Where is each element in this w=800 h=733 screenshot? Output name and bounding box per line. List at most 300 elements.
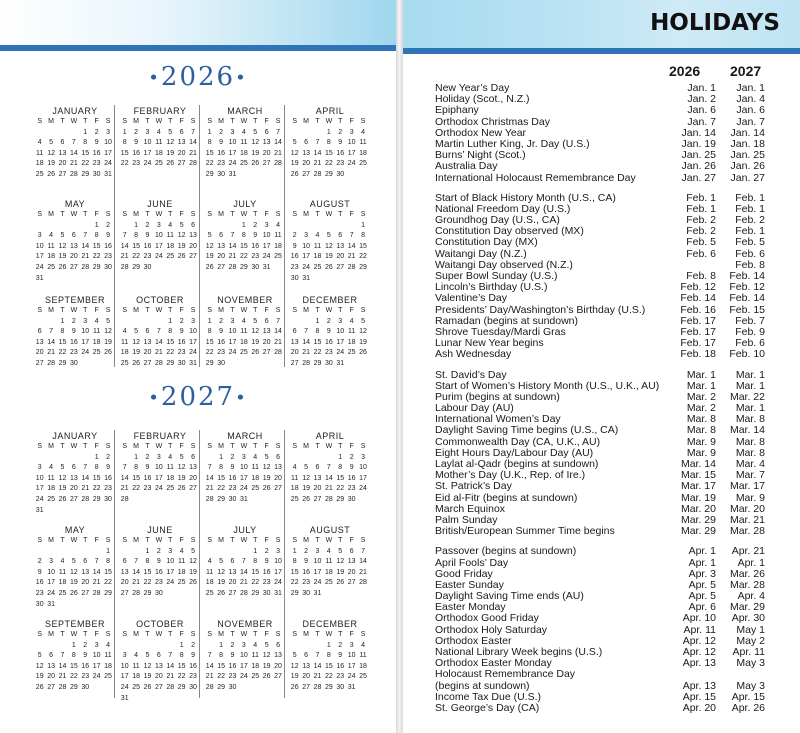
week-row [289,159,371,170]
day-cell: 17 [336,338,345,346]
weekday-letter: M [303,443,309,450]
day-cell: 10 [120,662,129,670]
day-cell: 3 [349,128,354,136]
day-cell: 21 [92,579,101,587]
day-cell: 30 [251,263,260,271]
weekday-letter: T [338,537,343,544]
day-cell: 24 [313,579,322,587]
day-cell: 2 [219,317,224,325]
day-cell: 12 [251,328,260,336]
week-row [34,495,116,506]
day-cell: 26 [35,683,44,691]
day-cell: 15 [217,662,225,670]
day-cell: 6 [156,652,161,660]
day-cell: 5 [253,128,258,136]
day-cell: 20 [313,485,322,493]
day-cell [130,317,141,328]
day-cell: 18 [251,662,260,670]
weekday-letter: T [60,307,65,314]
day-cell: 17 [47,579,55,587]
holiday-name: Mother’s Day (U.K., Rep. of Ire.) [435,470,586,482]
month-july-2026 [204,198,286,274]
day-cell: 12 [262,652,271,660]
date-2027: Feb. 10 [729,348,765,361]
day-cell: 13 [58,149,67,157]
day-cell [80,221,91,232]
weekday-letter: S [190,211,196,218]
holiday-name: Good Friday [435,568,493,580]
date-2026: Jan. 2 [687,93,716,106]
day-cell: 10 [302,242,310,250]
day-cell: 27 [189,253,197,261]
week-row [289,348,371,359]
month-name: DECEMBER [302,619,358,629]
day-cell: 16 [336,662,345,670]
date-2026: Mar. 2 [686,402,716,415]
day-cell: 23 [69,349,78,357]
day-cell [130,495,141,506]
week-row [289,263,371,274]
weekday-letter: M [303,537,309,544]
week-row [34,568,116,579]
day-cell: 13 [262,139,271,147]
day-cell: 29 [81,170,90,178]
weekday-letter: T [83,631,88,638]
day-cell: 20 [302,673,310,681]
day-cell: 22 [120,160,129,168]
weekday-letter: M [218,537,224,544]
holiday-row [435,669,765,680]
month-august-2026 [289,198,371,284]
date-2027: May 3 [736,679,765,692]
day-cell: 25 [359,673,367,681]
week-row [204,359,286,370]
day-cell: 24 [120,683,129,691]
day-cell: 30 [302,589,310,597]
day-cell [238,683,249,694]
day-cell: 14 [132,568,140,576]
day-cell [91,359,102,370]
day-cell: 7 [315,139,320,147]
weekday-letter: T [230,443,235,450]
day-cell [165,641,176,652]
weekday-letter: S [292,537,298,544]
holiday-group [435,83,765,184]
day-cell: 13 [177,139,186,147]
month-name: MARCH [227,106,263,116]
day-cell: 12 [104,328,112,336]
day-cell: 22 [217,485,225,493]
weekday-letter: S [360,631,366,638]
day-cell: 4 [207,558,212,566]
day-cell: 13 [262,328,271,336]
day-cell [68,506,79,517]
weekday-letter: S [292,631,298,638]
week-row [119,338,201,349]
weekday-letter: T [145,307,150,314]
day-cell: 21 [154,349,163,357]
week-row [289,683,371,694]
month-name: AUGUST [309,199,351,209]
day-cell: 27 [47,683,55,691]
day-cell [335,589,346,600]
day-cell: 31 [120,694,129,702]
day-cell: 1 [241,221,246,229]
day-cell: 7 [276,317,280,325]
day-cell: 7 [349,232,354,240]
date-2026: Apr. 11 [683,623,716,636]
day-cell: 12 [205,242,214,250]
weekday-letter: T [253,631,258,638]
weekday-letter: S [207,211,213,218]
weekday-letter: S [275,443,281,450]
day-cell: 16 [143,474,152,482]
date-2026: Feb. 16 [680,303,716,316]
month-name: JULY [233,525,257,535]
weekday-letter: S [190,443,196,450]
weekday-letter: T [315,631,320,638]
day-cell: 10 [166,558,175,566]
day-cell: 27 [217,263,225,271]
header-bar [0,45,396,51]
day-cell [91,547,102,558]
day-cell: 26 [143,683,152,691]
week-row [289,484,371,495]
day-cell: 22 [313,349,322,357]
day-cell [261,495,272,506]
holiday-name: International Holocaust Remembrance Day [435,172,636,184]
day-cell: 25 [177,579,186,587]
day-cell: 6 [304,652,309,660]
day-cell: 18 [166,242,175,250]
day-cell [272,170,283,181]
day-cell: 17 [120,673,129,681]
day-cell: 28 [313,683,322,691]
weekday-letter: F [94,537,99,544]
day-cell: 28 [81,495,90,503]
day-cell: 28 [205,495,214,503]
day-cell: 30 [290,274,299,282]
holiday-name: Lincoln’s Birthday (U.S.) [435,282,548,294]
day-cell: 11 [206,568,214,576]
day-cell: 1 [361,221,365,229]
day-cell: 1 [207,128,212,136]
day-cell: 16 [189,662,197,670]
date-2026: Feb. 1 [686,191,716,204]
right-page-holidays [403,0,800,733]
weekday-letter: F [349,537,354,544]
day-cell: 11 [166,232,174,240]
day-cell: 15 [132,242,140,250]
holiday-row [435,703,765,714]
weekday-letter: M [218,443,224,450]
day-cell: 10 [35,474,44,482]
day-cell: 13 [228,568,237,576]
day-cell [289,641,300,652]
day-cell: 28 [132,589,140,597]
day-cell [187,263,198,274]
day-cell: 15 [205,338,214,346]
weekday-letter: W [155,307,163,314]
day-cell: 27 [290,359,299,367]
week-row [34,221,116,232]
holiday-name: Purim (begins at sundown) [435,391,560,403]
day-cell: 20 [262,149,271,157]
weekday-letter: T [338,118,343,125]
weekday-letter: T [230,631,235,638]
day-cell: 9 [230,652,235,660]
day-cell: 23 [143,253,152,261]
weekday-letter: W [155,211,163,218]
day-cell: 15 [132,474,140,482]
day-cell: 11 [325,558,333,566]
week-row [289,672,371,683]
day-cell: 12 [302,474,310,482]
weekday-letter: W [155,631,163,638]
day-cell: 11 [240,328,248,336]
day-cell: 4 [179,547,184,555]
holiday-name: St. Patrick’s Day [435,481,512,493]
day-cell: 14 [120,474,129,482]
day-cell [238,359,249,370]
holiday-row [435,105,765,116]
day-cell: 29 [205,170,214,178]
weekday-letter: M [48,537,54,544]
day-cell: 23 [217,160,225,168]
weekday-header [34,117,116,128]
day-cell [165,495,176,506]
day-cell: 5 [207,232,212,240]
day-cell [119,453,130,464]
date-2026: Apr. 10 [682,612,716,625]
week-row [204,557,286,568]
day-cell: 10 [274,558,282,566]
weekday-letter: F [179,307,184,314]
day-cell: 9 [37,568,42,576]
day-cell: 20 [143,349,152,357]
weekday-letter: T [145,631,150,638]
date-2027: Feb. 9 [735,325,765,338]
weekday-letter: T [338,631,343,638]
month-january-2026 [34,105,116,181]
day-cell [130,547,141,558]
holiday-row [435,293,765,304]
week-row [204,263,286,274]
day-cell: 17 [239,474,248,482]
week-row [119,484,201,495]
day-cell: 10 [154,464,163,472]
day-cell: 20 [347,568,356,576]
day-cell [250,495,261,506]
day-cell: 14 [239,568,248,576]
day-cell: 18 [205,579,214,587]
day-cell: 10 [262,232,271,240]
day-cell: 6 [230,558,235,566]
day-cell: 25 [120,359,129,367]
day-cell: 18 [177,568,186,576]
day-cell: 8 [241,232,246,240]
holiday-row [435,558,765,569]
weekday-letter: T [60,211,65,218]
day-cell: 17 [189,338,197,346]
holiday-row [435,613,765,624]
day-cell: 26 [205,263,214,271]
day-cell: 18 [313,253,322,261]
day-cell [102,274,113,285]
week-row [119,138,201,149]
holiday-row [435,658,765,669]
day-cell: 17 [274,568,282,576]
weekday-letter: W [155,443,163,450]
day-cell: 26 [177,485,186,493]
day-cell: 8 [83,139,88,147]
date-2026: Mar. 15 [680,469,716,482]
weekday-letter: S [360,443,366,450]
day-cell: 4 [241,128,246,136]
day-cell: 10 [154,232,163,240]
day-cell: 3 [94,641,99,649]
day-cell: 2 [106,453,110,461]
day-cell [80,453,91,464]
week-row [204,484,286,495]
day-cell: 16 [69,338,78,346]
weekday-letter: T [168,118,173,125]
day-cell [102,600,113,611]
day-cell: 3 [349,641,354,649]
day-cell: 10 [239,652,248,660]
week-row [204,568,286,579]
day-cell: 24 [336,349,345,357]
day-cell: 15 [120,149,129,157]
weekday-letter: S [122,631,128,638]
weekday-letter: W [325,443,333,450]
day-cell: 8 [106,558,110,566]
day-cell: 21 [205,673,214,681]
date-2027: Feb. 15 [729,303,765,316]
weekday-letter: S [122,537,128,544]
week-row [204,242,286,253]
day-cell: 20 [81,579,90,587]
day-cell: 27 [302,170,310,178]
day-cell: 23 [143,485,152,493]
day-cell: 18 [132,673,140,681]
day-cell [357,170,368,181]
week-row [204,589,286,600]
holiday-name: Ramadan (begins at sundown) [435,315,579,327]
month-name: OCTOBER [136,619,184,629]
day-cell: 3 [361,453,365,461]
day-cell: 4 [253,641,258,649]
day-cell [57,221,68,232]
day-cell: 17 [166,568,175,576]
day-cell: 1 [292,547,297,555]
day-cell: 12 [251,139,260,147]
day-cell: 4 [94,317,99,325]
day-cell: 25 [35,170,44,178]
week-row [34,474,116,485]
day-cell: 5 [106,317,110,325]
weekday-letter: M [133,211,139,218]
day-cell [119,641,130,652]
day-cell: 28 [120,495,129,503]
weekday-letter: T [83,537,88,544]
week-row [119,453,201,464]
day-cell: 14 [189,139,197,147]
day-cell: 17 [347,149,356,157]
day-cell: 24 [239,673,248,681]
day-cell: 11 [47,242,55,250]
date-2027: Feb. 1 [735,202,765,215]
day-cell: 12 [58,474,67,482]
weekday-letter: S [37,537,43,544]
weekday-header [119,117,201,128]
day-cell: 5 [219,558,224,566]
day-cell: 18 [239,338,248,346]
holiday-name: Labour Day (AU) [435,403,514,415]
holiday-name: Orthodox Holy Saturday [435,624,548,636]
day-cell: 21 [313,673,322,681]
watercolor-header [0,0,396,45]
day-cell: 7 [191,128,195,136]
weekday-letter: F [179,211,184,218]
weekday-letter: M [218,631,224,638]
week-row [34,589,116,600]
date-2027: Mar. 9 [735,491,765,504]
day-cell: 5 [145,652,150,660]
weekday-letter: S [207,443,213,450]
day-cell: 2 [145,221,150,229]
day-cell [68,128,79,139]
day-cell: 17 [154,474,163,482]
month-december-2026 [289,294,371,370]
day-cell: 12 [177,232,186,240]
day-cell: 6 [304,139,309,147]
day-cell: 8 [94,232,99,240]
date-2026: Feb. 2 [686,214,716,227]
day-cell: 9 [264,558,269,566]
day-cell: 25 [313,263,322,271]
month-april-2026 [289,105,371,181]
week-row [204,327,286,338]
holiday-name: Daylight Saving Time ends (AU) [435,591,584,603]
day-cell: 31 [313,589,322,597]
week-row [204,651,286,662]
date-2027: Apr. 4 [737,590,765,603]
day-cell: 24 [166,579,175,587]
day-cell: 23 [290,263,299,271]
month-name: APRIL [315,431,345,441]
date-2027: Jan. 26 [730,160,765,173]
day-cell: 19 [189,568,197,576]
day-cell: 5 [71,558,76,566]
day-cell: 2 [253,221,258,229]
day-cell: 12 [217,568,225,576]
day-cell: 14 [69,149,78,157]
day-cell: 10 [189,328,197,336]
day-cell: 13 [217,242,225,250]
day-cell: 9 [179,328,184,336]
holiday-name: National Freedom Day (U.S.) [435,203,571,215]
day-cell [45,128,56,139]
day-cell [153,694,164,705]
day-cell: 14 [166,662,175,670]
day-cell: 8 [338,464,343,472]
day-cell: 11 [58,568,67,576]
month-name: APRIL [315,106,345,116]
day-cell: 9 [219,139,224,147]
weekday-letter: S [190,118,196,125]
date-2027: Feb. 5 [735,236,765,249]
